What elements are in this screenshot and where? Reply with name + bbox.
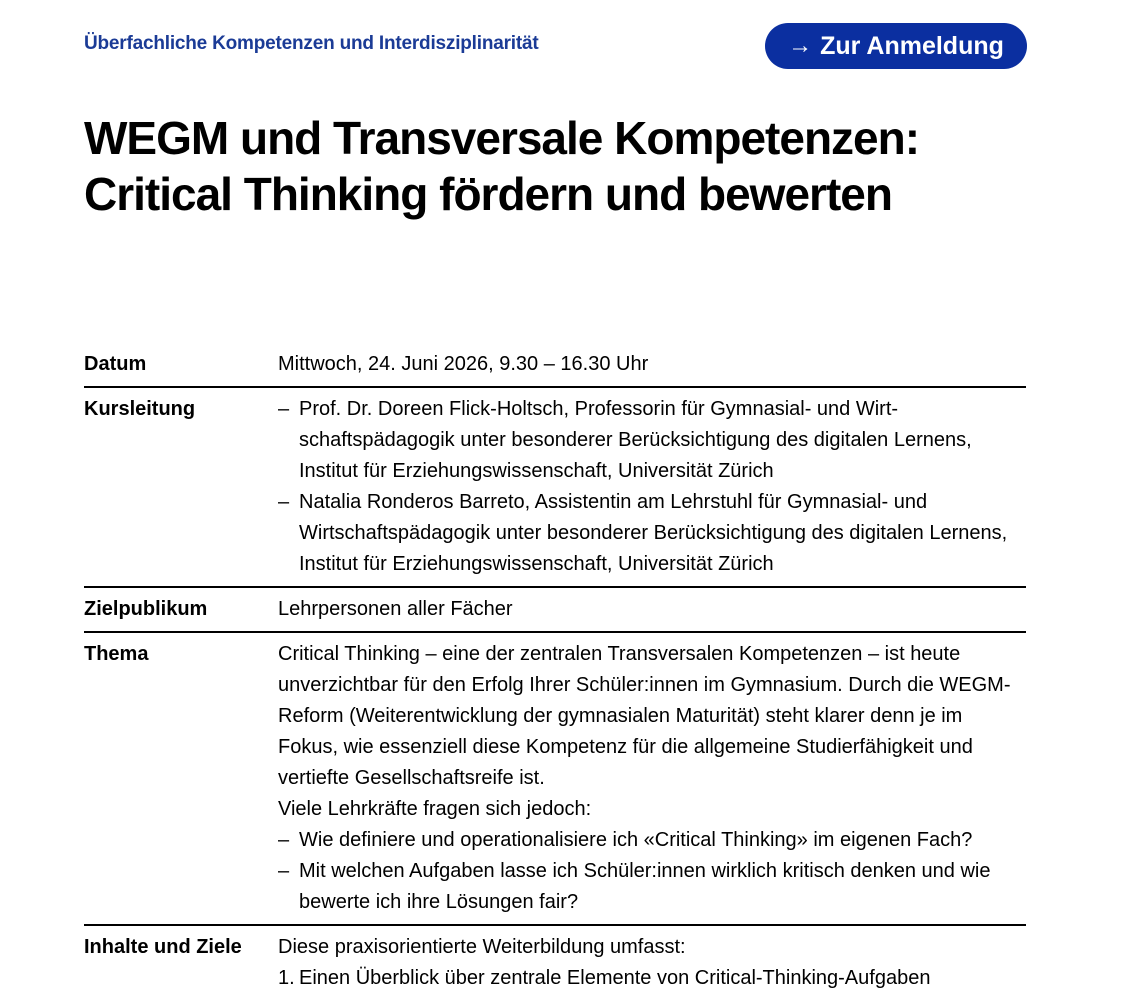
question-item: – Mit welchen Aufgaben lasse ich Schüler:innen wirklich kritisch denken und wie bewerte ich ihre Lösungen fair? bbox=[278, 860, 991, 913]
inhalte-value bbox=[278, 932, 1026, 994]
question-text: Mit welchen Aufgaben lasse ich Schüler:innen wirklich kritisch denken und wie bewerte ich ihre Lösungen fair? bbox=[299, 860, 991, 913]
inhalte-label: Inhalte und Ziele bbox=[84, 936, 242, 958]
inhalte-intro: Diese praxisorientierte Weiterbildung umfasst: bbox=[278, 936, 686, 958]
page-title bbox=[84, 110, 1044, 222]
content-list bbox=[278, 963, 1026, 994]
content-text: Einen Überblick über zentrale Elemente von Critical-Thinking-Aufgaben bbox=[299, 967, 931, 989]
question-text: Wie definiere und operationalisiere ich «Critical Thinking» im eigenen Fach? bbox=[299, 829, 973, 851]
arrow-right-icon: → bbox=[788, 32, 813, 59]
kursleitung-value bbox=[278, 394, 1026, 580]
instructor-list bbox=[278, 394, 1026, 580]
content-item: 1. Einen Überblick über zentrale Elemente von Critical-Thinking-Aufgaben bbox=[278, 967, 931, 989]
thema-paragraph: Critical Thinking – eine der zentralen Transversalen Kompetenzen – ist heute unverzichtbar für den Erfolg Ihrer Schüler:innen im Gymnasium. Durch die WEGM-Reform (Weiterentwicklung der gymnasialen Maturität) steht klarer denn je im Fokus, wie essenziell diese Kompetenz für die allgemeine Studierfähigkeit und vertiefte Gesellschaftsreife ist. bbox=[278, 643, 1011, 789]
instructor-text: Natalia Ronderos Barreto, Assistentin am Lehrstuhl für Gymnasial- und Wirtschaftspädagogik unter besonderer Berücksichtigung des digitalen Lernens, Institut für Erziehungswissenschaft, Universität Zürich bbox=[299, 491, 1008, 575]
instructor-item: – Natalia Ronderos Barreto, Assistentin am Lehrstuhl für Gymnasial- und Wirtschaftspädagogik unter besonderer Berücksichtigung des digitalen Lernens, Institut für Erziehungswissenschaft, Universität Zürich bbox=[278, 491, 1008, 575]
course-details-table bbox=[84, 347, 1026, 1000]
kursleitung-label: Kursleitung bbox=[84, 398, 196, 420]
datum-label: Datum bbox=[84, 353, 147, 375]
page-title-line-1: WEGM und Transversale Kompetenzen: bbox=[84, 112, 920, 164]
thema-label: Thema bbox=[84, 643, 149, 665]
instructor-text: Prof. Dr. Doreen Flick-Holtsch, Professorin für Gymnasial- und Wirtschaftspädagogik unter besonderer Berücksichtigung des digitalen Lernens, Institut für Erziehungswissenschaft, Universität Zürich bbox=[299, 398, 972, 482]
row-kursleitung bbox=[84, 388, 1026, 588]
zielpublikum-label: Zielpublikum bbox=[84, 598, 208, 620]
thema-value bbox=[278, 639, 1026, 918]
row-thema bbox=[84, 633, 1026, 926]
thema-intro: Viele Lehrkräfte fragen sich jedoch: bbox=[278, 798, 592, 820]
zielpublikum-value: Lehrpersonen aller Fächer bbox=[278, 598, 513, 620]
row-datum bbox=[84, 347, 1026, 388]
question-list bbox=[278, 825, 1026, 918]
instructor-item: – Prof. Dr. Doreen Flick-Holtsch, Professorin für Gymnasial- und Wirtschaftspädagogik unter besonderer Berücksichtigung des digitalen Lernens, Institut für Erziehungswissenschaft, Universität Zürich bbox=[278, 398, 972, 482]
row-inhalte bbox=[84, 926, 1026, 1000]
registration-button-label: Zur Anmeldung bbox=[820, 31, 1004, 60]
row-zielpublikum bbox=[84, 588, 1026, 633]
registration-button[interactable] bbox=[765, 23, 1027, 69]
page-title-line-2: Critical Thinking fördern und bewerten bbox=[84, 168, 892, 220]
datum-value: Mittwoch, 24. Juni 2026, 9.30 – 16.30 Uhr bbox=[278, 353, 649, 375]
question-item: – Wie definiere und operationalisiere ich «Critical Thinking» im eigenen Fach? bbox=[278, 829, 973, 851]
course-category: Überfachliche Kompetenzen und Interdisziplinarität bbox=[84, 33, 539, 54]
